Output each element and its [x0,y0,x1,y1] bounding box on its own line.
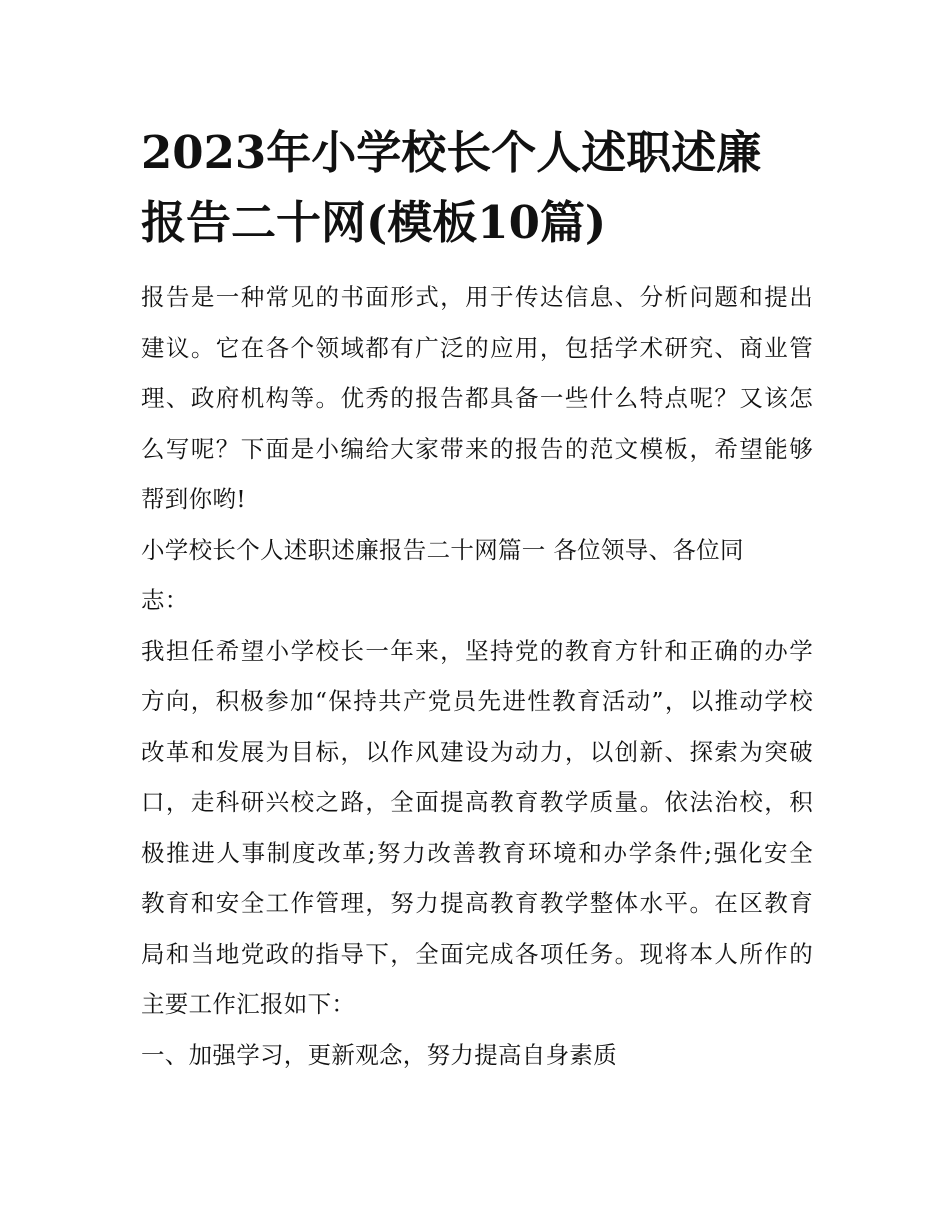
section-heading-paragraph [141,525,813,626]
subheading-paragraph [141,1030,813,1081]
paragraph-line: 志： [141,586,189,614]
intro-paragraph [141,272,813,525]
paragraph-line: 帮到你哟! [141,485,246,513]
paragraph-line: 报告是一种常见的书面形式，用于传达信息、分析问题和提出 [141,283,813,311]
document-title [141,118,813,258]
paragraph-line: 么写呢？下面是小编给大家带来的报告的范文模板，希望能够 [141,434,813,463]
paragraph-line: 小学校长个人述职述廉报告二十网篇一 各位领导、各位同 [141,535,744,564]
paragraph-line: 方向，积极参加“保持共产党员先进性教育活动”，以推动学校 [141,687,813,715]
paragraph-line: 理、政府机构等。优秀的报告都具备一些什么特点呢？又该怎 [141,384,813,412]
paragraph-line: 主要工作汇报如下： [141,990,356,1018]
paragraph-line: 改革和发展为目标，以作风建设为动力，以创新、探索为突破 [141,737,813,766]
paragraph-line: 局和当地党政的指导下，全面完成各项任务。现将本人所作的 [141,939,813,968]
title-line-1: 2023年小学校长个人述职述廉 [141,126,762,179]
body-paragraph [141,626,813,1030]
paragraph-line: 一、加强学习，更新观念，努力提高自身素质 [141,1040,617,1069]
title-line-2: 报告二十网(模板10篇) [141,196,607,249]
document-page [141,118,813,1080]
paragraph-line: 我担任希望小学校长一年来，坚持党的教育方针和正确的办学 [141,636,813,665]
paragraph-line: 教育和安全工作管理，努力提高教育教学整体水平。在区教育 [141,889,813,917]
paragraph-line: 极推进人事制度改革;努力改善教育环境和办学条件;强化安全 [141,838,813,867]
paragraph-line: 建议。它在各个领域都有广泛的应用，包括学术研究、商业管 [141,333,813,362]
paragraph-line: 口，走科研兴校之路，全面提高教育教学质量。依法治校，积 [141,788,813,816]
